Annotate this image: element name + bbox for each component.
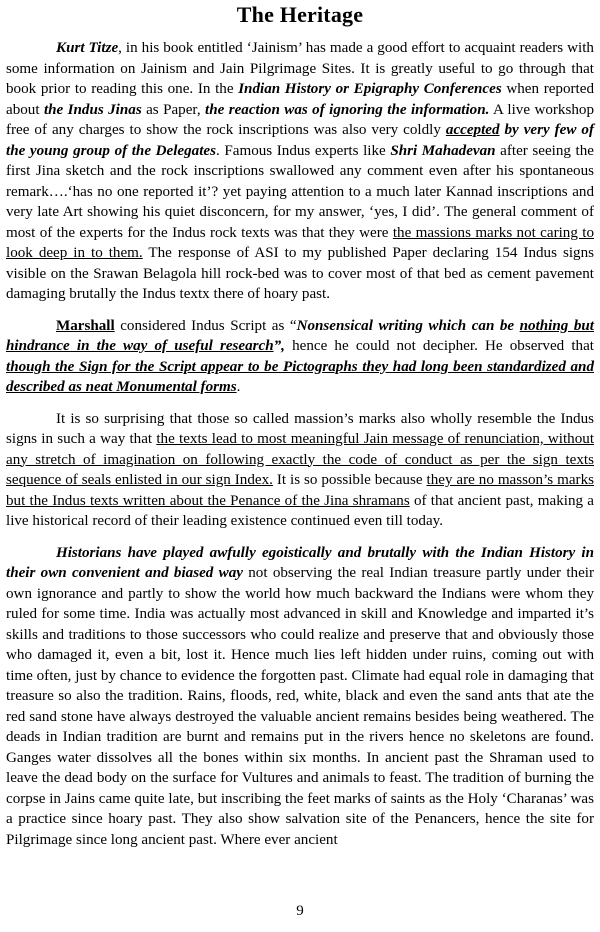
emphasis-mahadevan: Shri Mahadevan <box>390 142 496 159</box>
text-run: hence he could not decipher. He observed that <box>284 338 594 354</box>
text-run: of that ancient past, making a live historical record of their leading existence continued even till today. <box>6 492 594 529</box>
quote-nonsensical: Nonsensical writing which can be <box>296 317 520 334</box>
text-run: considered Indus Script as “ <box>114 317 297 334</box>
underlined-indus-texts: they are no masson’s marks but the Indus texts written about the Penance of the Jina shramans <box>6 472 594 509</box>
emphasis-historians: Historians have played awfully egoistically and brutally with the Indian History in their own convenient and biased way <box>6 544 594 581</box>
paragraph-massion-marks <box>6 409 594 532</box>
page-number: 9 <box>296 903 304 919</box>
text-run: , in his book entitled ‘Jainism’ has made a good effort to acquaint readers with some information on Jainism and Jain Pilgrimage Sites. It is greatly useful to go through that book prior to reading this one. In the <box>6 40 594 97</box>
paragraph-historians <box>6 543 594 851</box>
text-run: A live workshop free of any charges to show the rock inscriptions was also very coldly <box>6 101 594 138</box>
emphasis-delegates: by very few of the young group of the Delegates <box>6 122 594 159</box>
paragraph-kurt-titze <box>6 38 594 305</box>
document-body <box>6 38 594 850</box>
text-run: . Famous Indus experts like <box>215 142 391 159</box>
marshall-name: Marshall <box>56 317 115 334</box>
emphasis-conferences: Indian History or Epigraphy Conferences <box>238 81 502 97</box>
text-run: . <box>236 379 241 395</box>
author-name: Kurt Titze <box>56 40 119 56</box>
text-run: It is so surprising that those so called massion’s marks also wholly resemble the Indus signs in such a way that <box>6 410 594 447</box>
text-run: The response of ASI to my published Paper declaring 154 Indus signs visible on the Srawan Belagola hill rock-bed was to cover most of that bed as cement pavement damaging brutally the Indus textx there of hoary past. <box>6 245 594 302</box>
emphasis-pictographs: though the Sign for the Script appear to be Pictographs they had long been standardized and described as neat Monumental forms <box>6 358 594 395</box>
emphasis-accepted: accepted <box>445 122 500 138</box>
text-run: not observing the real Indian treasure partly under their own ignorance and partly to show the world how much backward the Indians were whom they ruled for some time. India was actually most advanced in skill and Knowledge and imparted it’s skills and traditions to those successors who could realize and preserve that and obviously those who damaged it, even a bit, lost it. Hence much lies left hidden under ruins, coming out with time often, just by chance to evidence the forgotten past. Climate had equal role in damaging that treasure so also the tradition. Rains, floods, red, white, black and even the sand ants that ate the red sand stone have always destroyed the valuable ancient remains besides being weathered. The deads in Indian tradition are burnt and remains put in the rivers hence no skeletons are found. Ganges water dissolves all the bones within six months. In ancient past the Shraman used to leave the dead body on the surface for Vultures and animals to feast. The tradition of burning the corpse in Jains came quite late, but inscribing the feet marks of saints as the Holy ‘Charanas’ was a practice since hoary past. They also show salvation site of the Penancers, hence the site for Pilgrimage since long ancient past. Where ever ancient <box>6 565 594 848</box>
text-run: when reported about <box>6 81 594 118</box>
paragraph-marshall <box>6 316 594 398</box>
emphasis-reaction: the reaction was of ignoring the information. <box>205 101 490 118</box>
text-run: after seeing the first Jina sketch and the rock inscriptions swallowed any comment even after his spontaneous remark….‘has no one reported it’? yet paying attention to a much later Kannad inscriptions and very late Art showing his quiet disconcern, for my answer, ‘yes, I did’. The general comment of most of the experts for the Indus rock texts was that they were <box>6 142 594 241</box>
emphasis-indus-jinas: the Indus Jinas <box>43 101 142 118</box>
text-run: as Paper, <box>141 101 206 118</box>
underlined-massions-marks: the massions marks not caring to look deep in to them. <box>6 224 594 261</box>
quote-end: ”, <box>273 338 285 354</box>
quote-hindrance: nothing but hindrance in the way of useful research <box>6 317 594 354</box>
underlined-jain-message: the texts lead to most meaningful Jain message of renunciation, without any stretch of imagination on following exactly the code of conduct as per the sign texts sequence of seals enlisted in our sign Index. <box>6 431 595 488</box>
page-title: The Heritage <box>236 2 364 27</box>
text-run: It is so possible because <box>272 472 427 488</box>
